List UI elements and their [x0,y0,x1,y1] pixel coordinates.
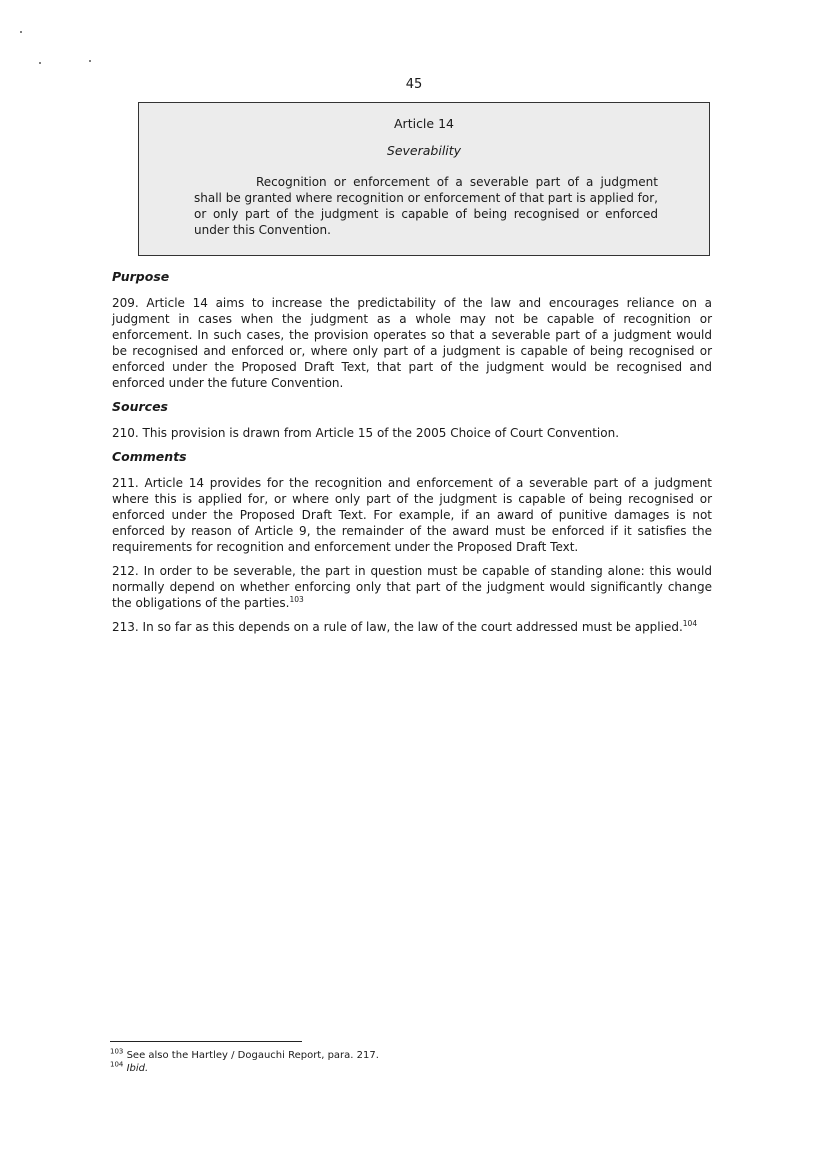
page-number: 45 [405,77,423,92]
article-box [138,102,710,256]
commentary-body [112,269,712,635]
comments-heading: Comments [112,449,187,464]
paragraph-213-text: 213. In so far as this depends on a rule of law, the law of the court addressed must be applied. [112,620,683,634]
scan-speck [89,60,91,62]
footnote-text: Ibid. [126,1063,149,1074]
purpose-heading: Purpose [112,269,170,284]
scan-speck [20,31,22,33]
article-text: Recognition or enforcement of a severable part of a judgment shall be granted where recognition or enforcement of that part is applied for, or only part of the judgment is capable of being recognised or enforced under this Convention. [194,175,658,237]
footnote-number: 104 [110,1060,124,1069]
paragraph-209: 209. Article 14 aims to increase the predictability of the law and encourages reliance on a judgment in cases when the judgment as a whole may not be capable of recognition or enforcement. In such cases, the provision operates so that a severable part of a judgment would be recognised and enforced or, where only part of a judgment is capable of being recognised or enforced under the Proposed Draft Text, that part of the judgment would be recognised and enforced under the future Convention. [112,296,712,390]
footnotes [110,1049,710,1075]
footnote-text: See also the Hartley / Dogauchi Report, para. 217. [126,1050,379,1061]
article-title: Article 14 [394,116,454,131]
paragraph-212 [112,563,712,611]
footnote-number: 103 [110,1047,124,1056]
scan-speck [39,62,41,64]
paragraph-210: 210. This provision is drawn from Article 15 of the 2005 Choice of Court Convention. [112,426,620,440]
paragraph-213 [112,619,712,635]
article-subtitle: Severability [386,143,462,158]
paragraph-212-text: 212. In order to be severable, the part in question must be capable of standing alone: this would normally depend on whether enforcing only that part of the judgment would significantly change the obligations of the parties. [112,564,712,610]
sources-heading: Sources [112,399,168,414]
footnote-ref-103[interactable]: 103 [289,595,304,604]
paragraph-211: 211. Article 14 provides for the recognition and enforcement of a severable part of a judgment where this is applied for, or where only part of the judgment is capable of being recognised or enforced under the Proposed Draft Text. For example, if an award of punitive damages is not enforced by reason of Article 9, the remainder of the award must be enforced if it satisfies the requirements for recognition and enforcement under the Proposed Draft Text. [112,476,712,554]
footnote-ref-104[interactable]: 104 [682,619,698,628]
footnote-divider [110,1041,302,1042]
footnote-103 [110,1049,710,1062]
footnote-104 [110,1062,710,1075]
